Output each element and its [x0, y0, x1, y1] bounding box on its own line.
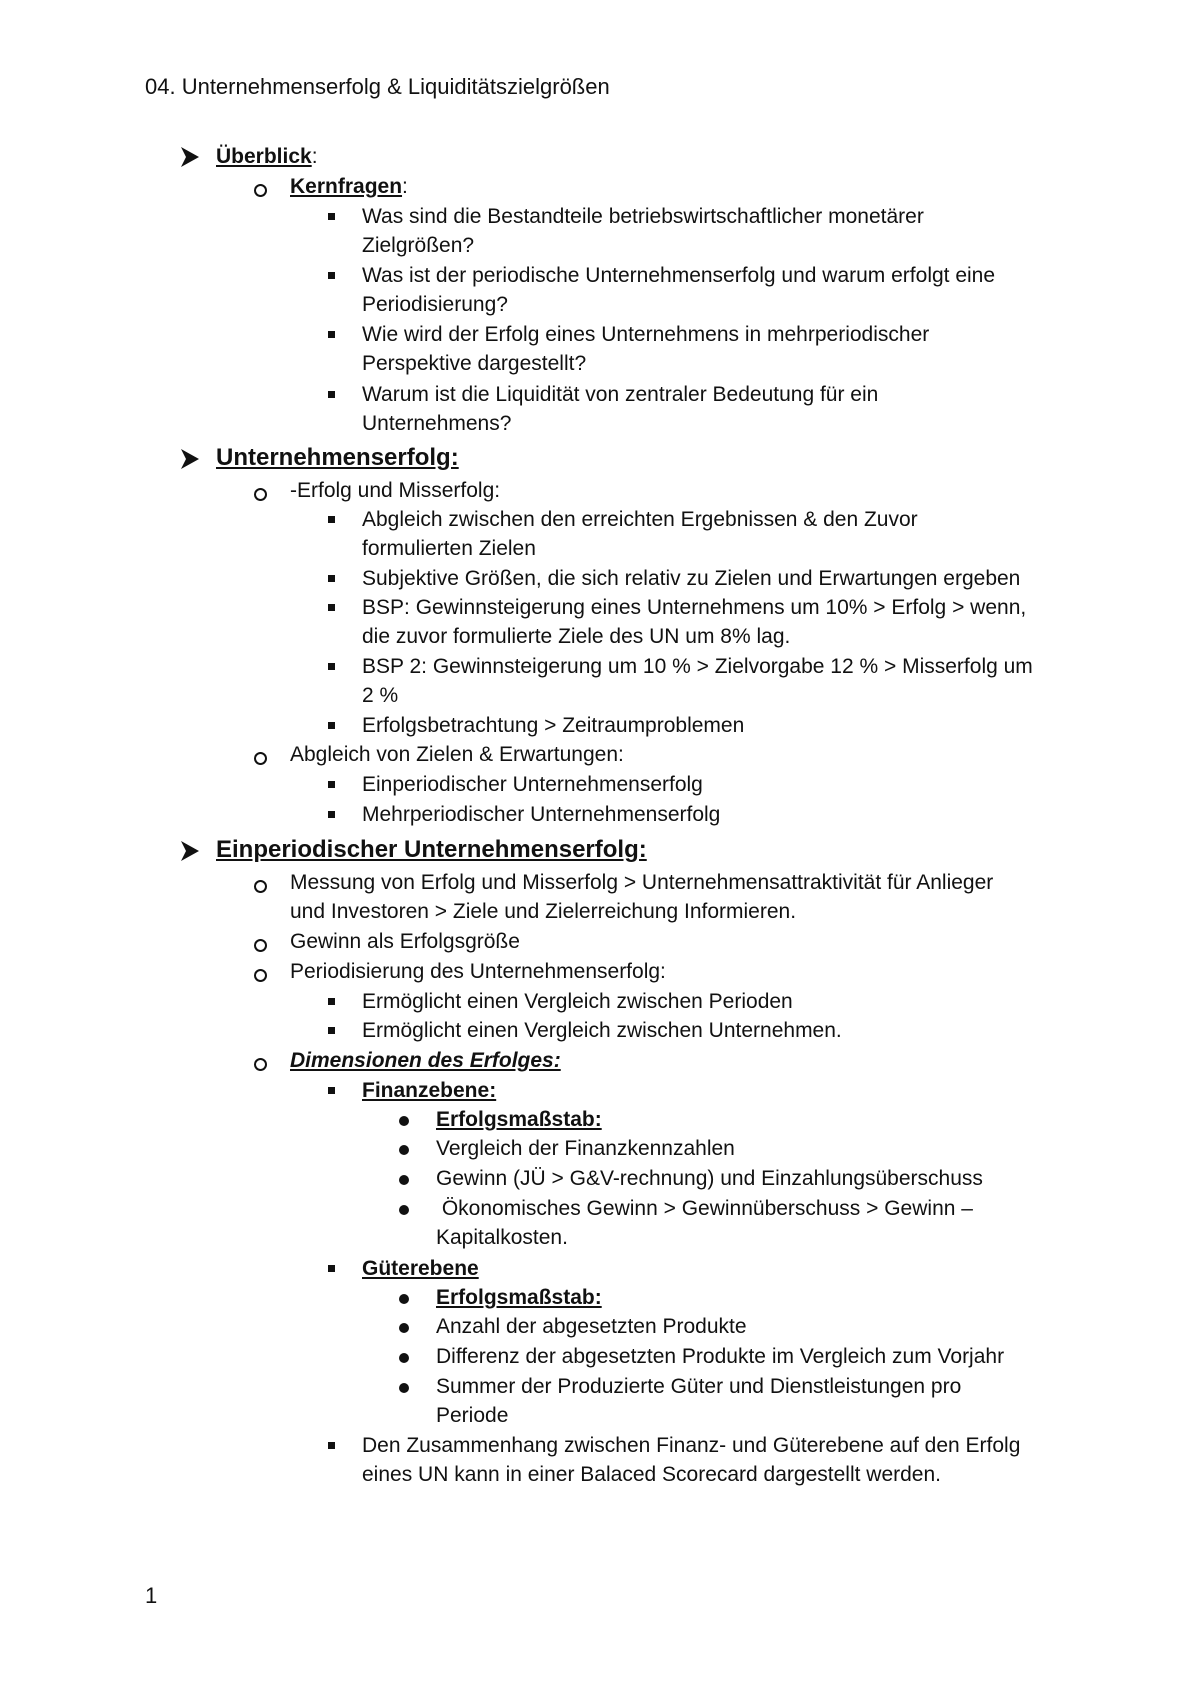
- circle-bullet-icon: [254, 488, 267, 501]
- list-item: Was ist der periodische Unternehmenserfolg und warum erfolgt eine: [362, 264, 996, 287]
- list-item-continuation: und Investoren > Ziele und Zielerreichung Informieren.: [290, 900, 797, 923]
- list-item: BSP: Gewinnsteigerung eines Unternehmens um 10% > Erfolg > wenn,: [362, 596, 1027, 619]
- circle-bullet-icon: [254, 969, 267, 982]
- section-heading: Überblick:: [216, 145, 318, 168]
- square-bullet-icon: [328, 998, 335, 1005]
- square-bullet-icon: [328, 663, 335, 670]
- list-item-continuation: 2 %: [362, 684, 399, 707]
- dot-bullet-icon: [399, 1323, 409, 1333]
- list-item: Güterebene: [362, 1257, 479, 1280]
- page-number: 1: [145, 1583, 158, 1608]
- list-item: Messung von Erfolg und Misserfolg > Unternehmensattraktivität für Anlieger: [290, 871, 994, 894]
- list-item: Erfolgsmaßstab:: [436, 1108, 602, 1131]
- list-item-continuation: Periodisierung?: [362, 293, 508, 316]
- dot-bullet-icon: [399, 1383, 409, 1393]
- dot-bullet-icon: [399, 1116, 409, 1126]
- list-item-continuation: Periode: [436, 1404, 509, 1427]
- dot-bullet-icon: [399, 1205, 409, 1215]
- square-bullet-icon: [328, 272, 335, 279]
- square-bullet-icon: [328, 1087, 335, 1094]
- list-item: Periodisierung des Unternehmenserfolg:: [290, 960, 666, 983]
- list-item-continuation: Unternehmens?: [362, 412, 512, 435]
- circle-bullet-icon: [254, 939, 267, 952]
- list-item: Abgleich zwischen den erreichten Ergebnissen & den Zuvor: [362, 508, 918, 531]
- document-title: 04. Unternehmenserfolg & Liquiditätszielgrößen: [145, 74, 610, 99]
- square-bullet-icon: [328, 1265, 335, 1272]
- square-bullet-icon: [328, 575, 335, 582]
- dot-bullet-icon: [399, 1294, 409, 1304]
- square-bullet-icon: [328, 213, 335, 220]
- list-item-continuation: Kapitalkosten.: [436, 1226, 568, 1249]
- dot-bullet-icon: [399, 1175, 409, 1185]
- list-item: Ökonomisches Gewinn > Gewinnüberschuss > Gewinn –: [436, 1197, 973, 1220]
- list-item: -Erfolg und Misserfolg:: [290, 479, 501, 502]
- list-item: Ermöglicht einen Vergleich zwischen Unternehmen.: [362, 1019, 842, 1042]
- list-item: Einperiodischer Unternehmenserfolg: [362, 773, 703, 796]
- list-item: Gewinn als Erfolgsgröße: [290, 930, 520, 953]
- list-item: Ermöglicht einen Vergleich zwischen Perioden: [362, 990, 793, 1013]
- arrow-bullet-icon: [180, 146, 200, 168]
- square-bullet-icon: [328, 1442, 335, 1449]
- list-item: Differenz der abgesetzten Produkte im Vergleich zum Vorjahr: [436, 1345, 1005, 1368]
- square-bullet-icon: [328, 811, 335, 818]
- list-item: Vergleich der Finanzkennzahlen: [436, 1137, 735, 1160]
- circle-bullet-icon: [254, 880, 267, 893]
- list-item: Erfolgsmaßstab:: [436, 1286, 602, 1309]
- circle-bullet-icon: [254, 1058, 267, 1071]
- list-item: Warum ist die Liquidität von zentraler Bedeutung für ein: [362, 383, 879, 406]
- circle-bullet-icon: [254, 184, 267, 197]
- list-item: Kernfragen:: [290, 175, 408, 198]
- list-item-continuation: die zuvor formulierte Ziele des UN um 8% lag.: [362, 625, 791, 648]
- list-item: Finanzebene:: [362, 1079, 497, 1102]
- list-item: Anzahl der abgesetzten Produkte: [436, 1315, 747, 1338]
- list-item: Summer der Produzierte Güter und Dienstleistungen pro: [436, 1375, 962, 1398]
- list-item-continuation: formulierten Zielen: [362, 537, 536, 560]
- square-bullet-icon: [328, 331, 335, 338]
- list-item: Gewinn (JÜ > G&V-rechnung) und Einzahlungsüberschuss: [436, 1167, 983, 1190]
- list-item: Mehrperiodischer Unternehmenserfolg: [362, 803, 721, 826]
- square-bullet-icon: [328, 1027, 335, 1034]
- list-item: Dimensionen des Erfolges:: [290, 1049, 561, 1072]
- dot-bullet-icon: [399, 1145, 409, 1155]
- list-item: Wie wird der Erfolg eines Unternehmens in mehrperiodischer: [362, 323, 930, 346]
- square-bullet-icon: [328, 516, 335, 523]
- list-item: Den Zusammenhang zwischen Finanz- und Güterebene auf den Erfolg: [362, 1434, 1021, 1457]
- square-bullet-icon: [328, 722, 335, 729]
- square-bullet-icon: [328, 604, 335, 611]
- arrow-bullet-icon: [180, 448, 200, 470]
- circle-bullet-icon: [254, 752, 267, 765]
- list-item: BSP 2: Gewinnsteigerung um 10 % > Zielvorgabe 12 % > Misserfolg um: [362, 655, 1033, 678]
- section-heading: Einperiodischer Unternehmenserfolg:: [216, 836, 647, 863]
- square-bullet-icon: [328, 391, 335, 398]
- list-item-continuation: Perspektive dargestellt?: [362, 352, 587, 375]
- section-heading: Unternehmenserfolg:: [216, 444, 459, 471]
- list-item: Subjektive Größen, die sich relativ zu Zielen und Erwartungen ergeben: [362, 567, 1021, 590]
- arrow-bullet-icon: [180, 840, 200, 862]
- dot-bullet-icon: [399, 1353, 409, 1363]
- list-item: Erfolgsbetrachtung > Zeitraumproblemen: [362, 714, 745, 737]
- list-item: Abgleich von Zielen & Erwartungen:: [290, 743, 624, 766]
- list-item: Was sind die Bestandteile betriebswirtschaftlicher monetärer: [362, 205, 924, 228]
- list-item-continuation: Zielgrößen?: [362, 234, 475, 257]
- list-item-continuation: eines UN kann in einer Balaced Scorecard dargestellt werden.: [362, 1463, 941, 1486]
- square-bullet-icon: [328, 781, 335, 788]
